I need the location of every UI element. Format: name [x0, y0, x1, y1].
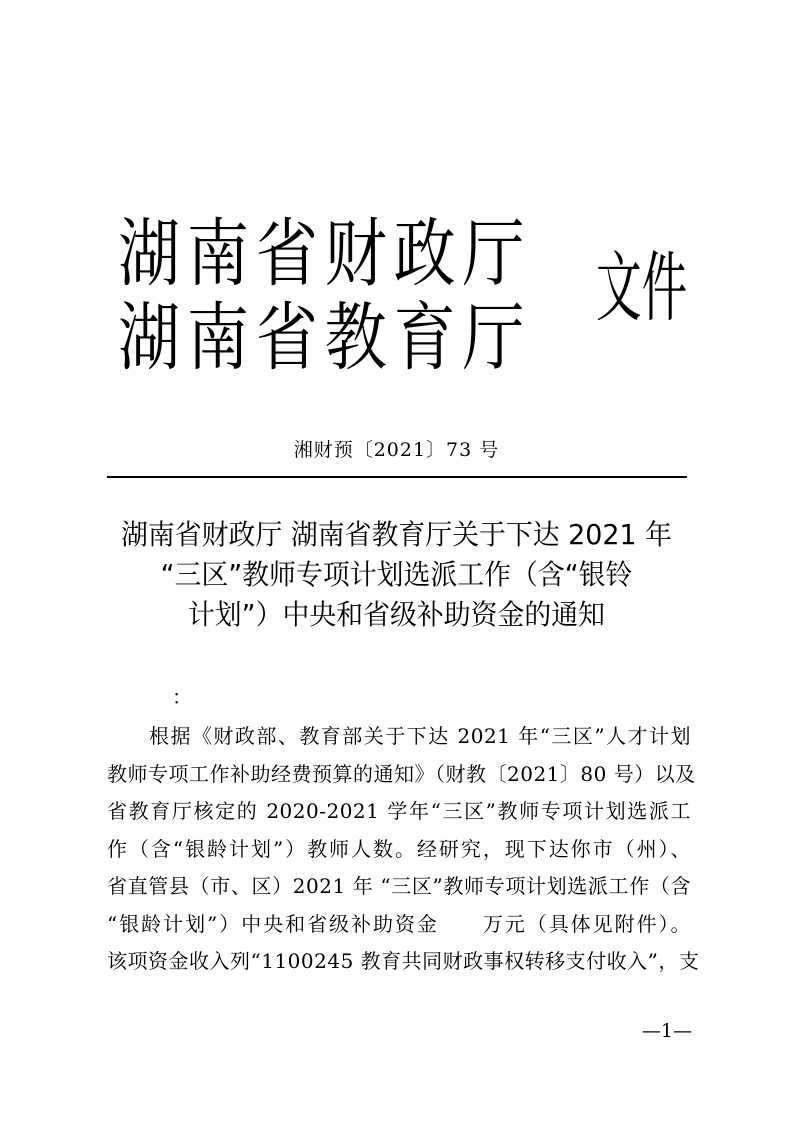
title-line: “三区”教师专项计划选派工作（含“银铃	[160, 558, 633, 591]
title-line: 湖南省财政厅 湖南省教育厅关于下达 2021 年	[120, 518, 673, 551]
issuer-education-department: 湖南省教育厅	[118, 295, 532, 381]
body-line: 该项资金收入列“1100245 教育共同财政事权转移支付收入”，支	[107, 949, 700, 973]
title-line: 计划”）中央和省级补助资金的通知	[187, 598, 606, 631]
document-title	[104, 515, 689, 635]
body-line: “银龄计划”）中央和省级补助资金 万元（具体见附件）。	[107, 911, 691, 936]
body-paragraph	[107, 718, 700, 981]
issuing-authorities	[118, 212, 588, 380]
document-number: 湘财预〔2021〕73 号	[293, 439, 500, 461]
salutation: ：	[172, 685, 192, 709]
document-type-label: 文件	[596, 243, 688, 332]
body-line: 根据《财政部、教育部关于下达 2021 年“三区”人才计划	[149, 724, 691, 748]
header-divider	[107, 476, 687, 478]
body-line: 省教育厅核定的 2020-2021 学年“三区”教师专项计划选派工	[107, 799, 691, 823]
body-line: 教师专项工作补助经费预算的通知》（财教〔2021〕80 号）以及	[107, 761, 696, 786]
body-line: 省直管县（市、区）2021 年 “三区”教师专项计划选派工作（含	[107, 874, 691, 898]
body-line: 作（含“银龄计划”）教师人数。经研究，现下达你市（州）、	[107, 836, 691, 861]
page-number: —1—	[641, 1020, 692, 1042]
issuer-finance-department: 湖南省财政厅	[118, 211, 532, 297]
